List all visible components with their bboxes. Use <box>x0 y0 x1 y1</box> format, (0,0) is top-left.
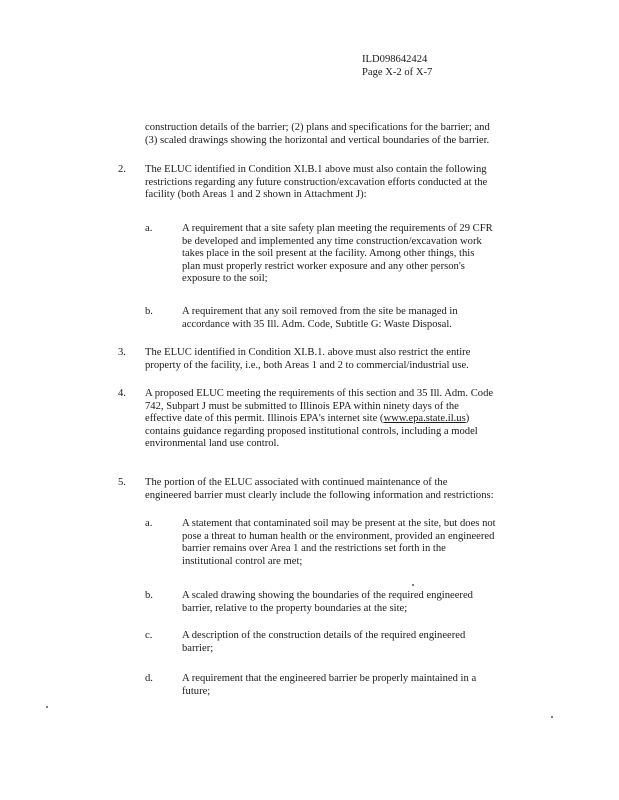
item-5b-paragraph <box>182 590 473 615</box>
item-number: 5. <box>118 477 126 488</box>
item-number: 3. <box>118 347 126 358</box>
subitem-letter: b. <box>145 590 153 601</box>
text-line: A statement that contaminated soil may be present at the site, but does not <box>182 518 496 529</box>
text-line: A requirement that a site safety plan meeting the requirements of 29 CFR <box>182 223 493 234</box>
text-line: accordance with 35 Ill. Adm. Code, Subtitle G: Waste Disposal. <box>182 318 452 330</box>
scan-speck <box>412 584 414 586</box>
item-number: 2. <box>118 164 126 175</box>
text-line: A scaled drawing showing the boundaries of the required engineered <box>182 590 473 601</box>
text-line: The portion of the ELUC associated with continued maintenance of the <box>145 477 448 488</box>
text-line: The ELUC identified in Condition XI.B.1 above must also contain the following <box>145 164 487 175</box>
page-header <box>362 53 432 79</box>
text-line: barrier; <box>182 642 214 654</box>
item-5a-paragraph <box>182 518 496 568</box>
scan-speck <box>46 706 48 708</box>
item-3-paragraph <box>145 347 470 372</box>
text-line: The ELUC identified in Condition XI.B.1. above must also restrict the entire <box>145 347 471 358</box>
subitem-letter: c. <box>145 630 153 641</box>
subitem-letter: b. <box>145 306 153 317</box>
text-line: construction details of the barrier; (2) plans and specifications for the barrier; and <box>145 122 490 133</box>
subitem-letter: a. <box>145 223 153 234</box>
text-line: (3) scaled drawings showing the horizontal and vertical boundaries of the barrier. <box>145 134 490 146</box>
text-line: A requirement that the engineered barrier be properly maintained in a <box>182 673 477 684</box>
epa-website-link[interactable]: www.epa.state.il.us <box>383 413 466 424</box>
item-2b-paragraph <box>182 306 458 331</box>
text-line <box>145 413 493 426</box>
text-line: facility (both Areas 1 and 2 shown in Attachment J): <box>145 189 367 200</box>
text-line: restrictions regarding any future construction/excavation efforts conducted at the <box>145 176 488 188</box>
text-line: property of the facility, i.e., both Areas 1 and 2 to commercial/industrial use. <box>145 359 469 371</box>
text-line: environmental land use control. <box>145 438 280 449</box>
intro-paragraph <box>145 122 490 147</box>
item-number: 4. <box>118 388 126 399</box>
document-id: ILD098642424 <box>362 54 428 65</box>
text-line: takes place in the soil present at the facility. Among other things, this <box>182 248 475 259</box>
text-line: pose a threat to human health or the environment, provided an engineered <box>182 530 495 542</box>
subitem-letter: d. <box>145 673 153 684</box>
scan-speck <box>551 716 553 718</box>
text-line: exposure to the soil; <box>182 273 268 284</box>
text-line: institutional control are met; <box>182 555 303 567</box>
item-2a-paragraph <box>182 223 493 286</box>
item-5-paragraph <box>145 477 494 502</box>
page-number: Page X-2 of X-7 <box>362 67 433 78</box>
text-line: 742, Subpart J must be submitted to Illinois EPA within ninety days of the <box>145 400 459 412</box>
text-line: A proposed ELUC meeting the requirements of this section and 35 Ill. Adm. Code <box>145 388 494 399</box>
item-5c-paragraph <box>182 630 465 655</box>
text-line: A description of the construction details of the required engineered <box>182 630 466 641</box>
text-line: plan must properly restrict worker exposure and any other person's <box>182 260 465 272</box>
text-line: contains guidance regarding proposed institutional controls, including a model <box>145 425 478 437</box>
text-line: future; <box>182 685 211 697</box>
text-line: A requirement that any soil removed from the site be managed in <box>182 306 458 317</box>
text-line: be developed and implemented any time construction/excavation work <box>182 235 482 247</box>
text-line: barrier, relative to the property boundaries at the site; <box>182 602 408 614</box>
text-segment: effective date of this permit. Illinois EPA's internet site ( <box>145 413 384 424</box>
text-line: engineered barrier must clearly include the following information and restrictions: <box>145 489 494 501</box>
subitem-letter: a. <box>145 518 153 529</box>
item-5d-paragraph <box>182 673 476 698</box>
item-4-paragraph <box>145 388 493 451</box>
text-line: barrier remains over Area 1 and the restrictions set forth in the <box>182 543 446 554</box>
text-segment: ) <box>465 413 470 424</box>
item-2-paragraph <box>145 164 487 202</box>
